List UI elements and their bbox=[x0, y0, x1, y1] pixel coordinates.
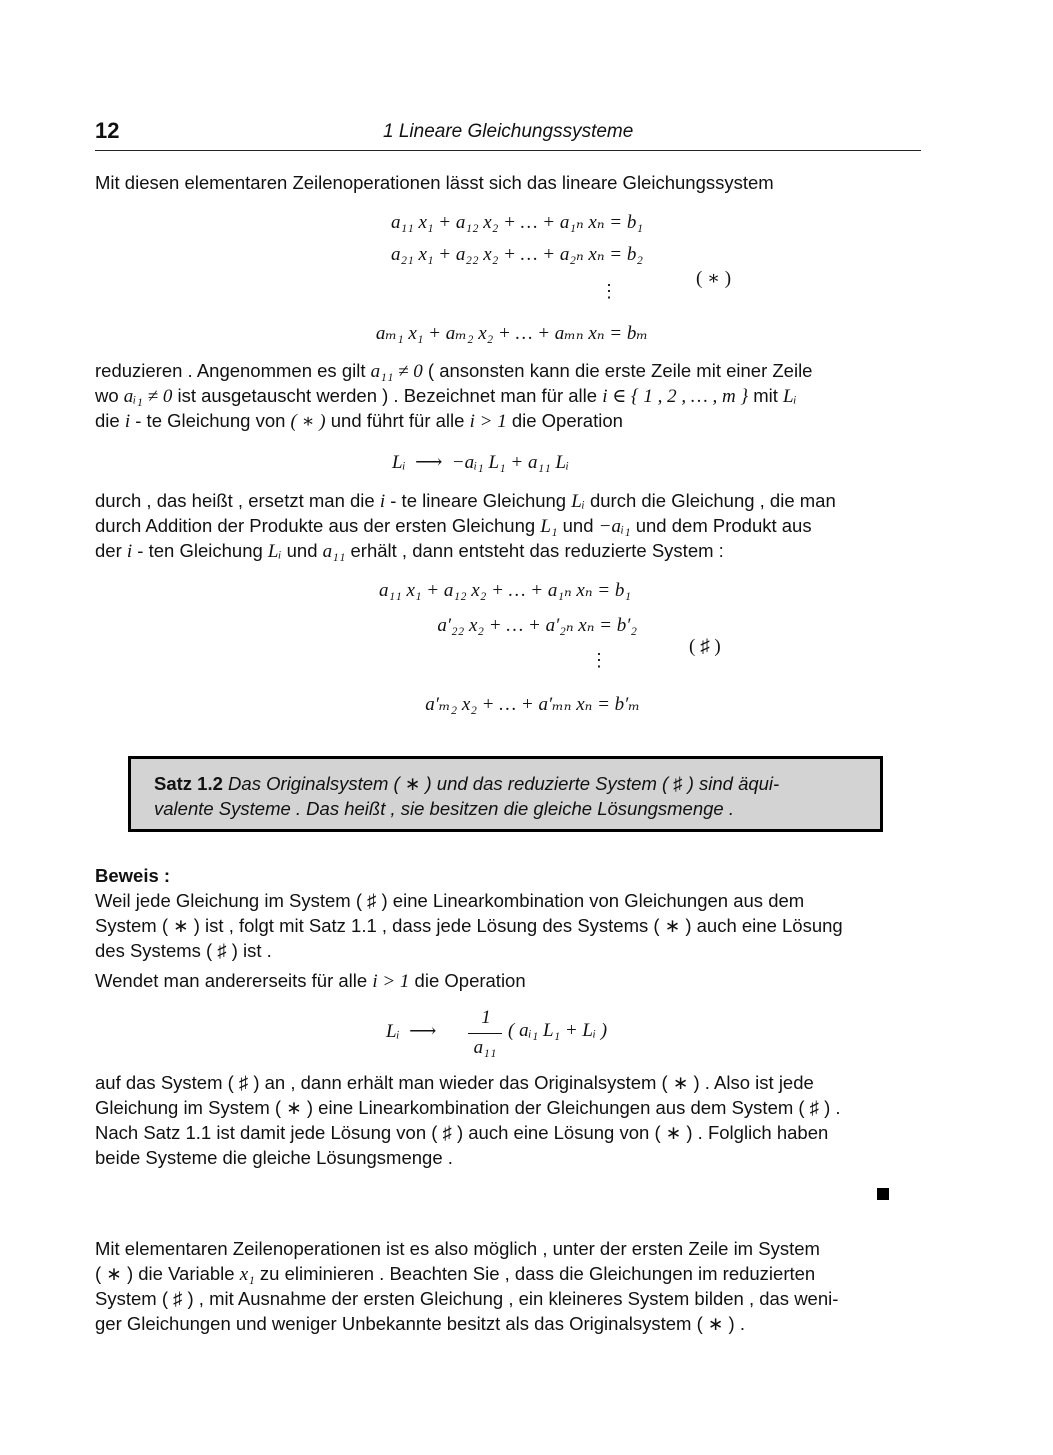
operation-1: Lᵢ ⟶ −aᵢ₁ L₁ + a₁₁ Lᵢ bbox=[392, 452, 570, 473]
para1-line-1: reduzieren . Angenommen es gilt a₁₁ ≠ 0 ( ansonsten kann die erste Zeile mit einer Zeile bbox=[95, 360, 813, 382]
theorem-line-2: valente Systeme . Das heißt , sie besitzen die gleiche Lösungsmenge . bbox=[154, 798, 734, 819]
qed-square-icon bbox=[877, 1188, 889, 1200]
system-star-tag: ( ∗ ) bbox=[696, 268, 732, 289]
theorem-label: Satz 1.2 bbox=[154, 773, 223, 794]
system-sharp-tag: ( ♯ ) bbox=[689, 636, 721, 657]
proof-line-6: Gleichung im System ( ∗ ) eine Linearkombination der Gleichungen aus dem System ( ♯ ) . bbox=[95, 1097, 841, 1118]
para1-line-2: wo aᵢ₁ ≠ 0 ist ausgetauscht werden ) . Bezeichnet man für alle i ∈ { 1 , 2 , … , m } mit Lᵢ bbox=[95, 385, 797, 407]
closing-line-4: ger Gleichungen und weniger Unbekannte besitzt als das Originalsystem ( ∗ ) . bbox=[95, 1313, 745, 1334]
system-sharp-row-2: a′₂₂ x₂ + … + a′₂ₙ xₙ = b′₂ bbox=[437, 615, 637, 636]
para1-line-3: die i - te Gleichung von ( ∗ ) und führt für alle i > 1 die Operation bbox=[95, 410, 623, 432]
operation-2-left: Lᵢ ⟶ bbox=[386, 1021, 437, 1042]
system-sharp-row-1: a₁₁ x₁ + a₁₂ x₂ + … + a₁ₙ xₙ = b₁ bbox=[379, 580, 631, 601]
proof-line-7: Nach Satz 1.1 ist damit jede Lösung von ( ♯ ) auch eine Lösung von ( ∗ ) . Folglich haben bbox=[95, 1122, 829, 1143]
para2-line-3: der i - ten Gleichung Lᵢ und a₁₁ erhält , dann entsteht das reduzierte System : bbox=[95, 540, 724, 562]
proof-line-3: des Systems ( ♯ ) ist . bbox=[95, 940, 272, 961]
fraction-numerator: 1 bbox=[481, 1007, 491, 1028]
operation-2-right: ( aᵢ₁ L₁ + Lᵢ ) bbox=[508, 1020, 608, 1041]
proof-heading: Beweis : bbox=[95, 865, 171, 886]
chapter-title: 1 Lineare Gleichungssysteme bbox=[383, 121, 634, 142]
closing-line-3: System ( ♯ ) , mit Ausnahme der ersten Gleichung , ein kleineres System bilden , das weni- bbox=[95, 1288, 839, 1309]
proof-line-5: auf das System ( ♯ ) an , dann erhält man wieder das Originalsystem ( ∗ ) . Also ist jede bbox=[95, 1072, 814, 1093]
theorem-box bbox=[128, 756, 883, 832]
system-star-row-1: a₁₁ x₁ + a₁₂ x₂ + … + a₁ₙ xₙ = b₁ bbox=[391, 212, 643, 233]
page-number: 12 bbox=[95, 118, 120, 143]
proof-line-4: Wendet man andererseits für alle i > 1 die Operation bbox=[95, 970, 526, 992]
para2-line-1: durch , das heißt , ersetzt man die i - te lineare Gleichung Lᵢ durch die Gleichung , die man bbox=[95, 490, 836, 512]
closing-line-2: ( ∗ ) die Variable x₁ zu eliminieren . Beachten Sie , dass die Gleichungen im reduzierten bbox=[95, 1263, 816, 1285]
theorem-line-1: Satz 1.2 Das Originalsystem ( ∗ ) und das reduzierte System ( ♯ ) sind äqui- bbox=[154, 773, 780, 794]
fraction-bar bbox=[468, 1033, 502, 1034]
intro-line: Mit diesen elementaren Zeilenoperationen lässt sich das lineare Gleichungssystem bbox=[95, 172, 774, 193]
system-sharp-vdots: ⋮ bbox=[590, 650, 608, 671]
system-star-vdots: ⋮ bbox=[600, 281, 618, 302]
proof-line-8: beide Systeme die gleiche Lösungsmenge . bbox=[95, 1147, 453, 1168]
system-sharp-row-3: a′ₘ₂ x₂ + … + a′ₘₙ xₙ = b′ₘ bbox=[425, 694, 640, 715]
system-star-row-3: aₘ₁ x₁ + aₘ₂ x₂ + … + aₘₙ xₙ = bₘ bbox=[375, 323, 648, 344]
proof-line-1: Weil jede Gleichung im System ( ♯ ) eine Linearkombination von Gleichungen aus dem bbox=[95, 890, 805, 911]
proof-line-2: System ( ∗ ) ist , folgt mit Satz 1.1 , dass jede Lösung des Systems ( ∗ ) auch eine Lösung bbox=[95, 915, 843, 936]
closing-line-1: Mit elementaren Zeilenoperationen ist es also möglich , unter der ersten Zeile im System bbox=[95, 1238, 820, 1259]
system-star-row-2: a₂₁ x₁ + a₂₂ x₂ + … + a₂ₙ xₙ = b₂ bbox=[391, 244, 643, 265]
header-rule bbox=[95, 150, 921, 151]
para2-line-2: durch Addition der Produkte aus der ersten Gleichung L₁ und −aᵢ₁ und dem Produkt aus bbox=[95, 515, 812, 537]
fraction-denominator: a₁₁ bbox=[473, 1037, 497, 1058]
